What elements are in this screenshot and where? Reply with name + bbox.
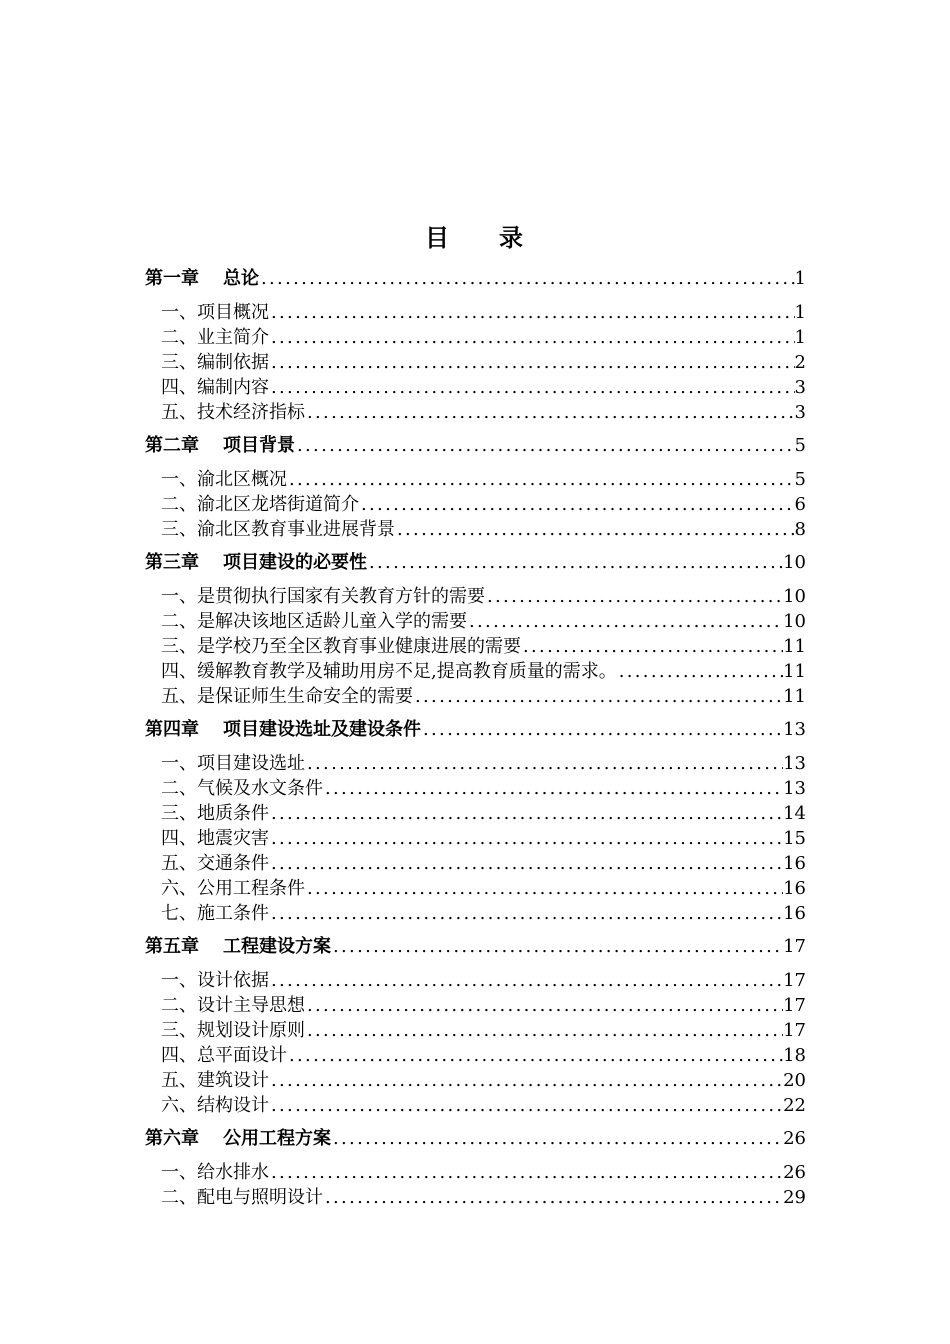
toc-section[interactable]	[145, 400, 806, 425]
toc-section[interactable]	[145, 300, 806, 325]
chapter-page-number: 1	[794, 268, 806, 289]
toc-chapter-2[interactable]	[145, 433, 806, 458]
chapter-page-number: 26	[783, 1128, 806, 1149]
chapter-title: 项目背景	[223, 435, 295, 456]
leader-dots	[269, 300, 795, 325]
toc-chapter-3[interactable]	[145, 550, 806, 575]
leader-dots	[269, 1160, 783, 1185]
section-page-number: 15	[783, 828, 806, 849]
section-title: 二、是解决该地区适龄儿童入学的需要	[161, 611, 467, 632]
chapter-page-number: 5	[794, 435, 806, 456]
section-title: 五、技术经济指标	[161, 402, 305, 423]
section-page-number: 8	[794, 519, 806, 540]
leader-dots	[305, 876, 783, 901]
toc-section[interactable]	[145, 584, 806, 609]
leader-dots	[413, 684, 783, 709]
toc-section[interactable]	[145, 876, 806, 901]
chapter-page-number: 17	[783, 936, 806, 957]
toc-section[interactable]	[145, 517, 806, 542]
section-title: 四、地震灾害	[161, 828, 269, 849]
toc-section[interactable]	[145, 751, 806, 776]
leader-dots	[305, 751, 783, 776]
toc-section[interactable]	[145, 901, 806, 926]
section-title: 二、渝北区龙塔街道简介	[161, 494, 359, 515]
leader-dots	[305, 1018, 783, 1043]
section-page-number: 11	[783, 636, 806, 657]
section-title: 一、项目概况	[161, 302, 269, 323]
chapter-title: 总论	[223, 268, 259, 289]
section-page-number: 17	[783, 1020, 806, 1041]
section-title: 七、施工条件	[161, 903, 269, 924]
section-page-number: 13	[783, 753, 806, 774]
section-title: 四、总平面设计	[161, 1045, 287, 1066]
leader-dots	[269, 851, 783, 876]
chapter-number: 第四章	[145, 719, 199, 740]
section-page-number: 10	[783, 586, 806, 607]
chapter-title: 公用工程方案	[223, 1128, 331, 1149]
leader-dots	[305, 400, 795, 425]
toc-section[interactable]	[145, 851, 806, 876]
section-page-number: 22	[783, 1095, 806, 1116]
leader-dots	[269, 968, 783, 993]
section-page-number: 14	[783, 803, 806, 824]
section-page-number: 13	[783, 778, 806, 799]
chapter-number: 第三章	[145, 552, 199, 573]
leader-dots	[295, 433, 795, 458]
section-page-number: 29	[783, 1187, 806, 1208]
section-page-number: 3	[794, 402, 806, 423]
section-page-number: 11	[783, 686, 806, 707]
section-page-number: 1	[794, 302, 806, 323]
toc-chapter-4[interactable]	[145, 717, 806, 742]
toc-chapter-6[interactable]	[145, 1126, 806, 1151]
section-title: 三、规划设计原则	[161, 1020, 305, 1041]
section-page-number: 16	[783, 853, 806, 874]
toc-section[interactable]	[145, 1185, 806, 1210]
leader-dots	[269, 375, 795, 400]
toc-section[interactable]	[145, 1018, 806, 1043]
toc-section[interactable]	[145, 634, 806, 659]
section-title: 五、是保证师生生命安全的需要	[161, 686, 413, 707]
section-title: 三、编制依据	[161, 352, 269, 373]
toc-title-right: 录	[499, 223, 525, 252]
section-page-number: 6	[794, 494, 806, 515]
leader-dots	[617, 659, 783, 684]
toc-section[interactable]	[145, 1160, 806, 1185]
leader-dots	[269, 1093, 783, 1118]
chapter-title: 项目建设选址及建设条件	[223, 719, 421, 740]
toc-section[interactable]	[145, 801, 806, 826]
toc-section[interactable]	[145, 492, 806, 517]
section-title: 二、设计主导思想	[161, 995, 305, 1016]
leader-dots	[331, 1126, 783, 1151]
leader-dots	[421, 717, 783, 742]
section-page-number: 26	[783, 1162, 806, 1183]
leader-dots	[359, 492, 795, 517]
toc-section[interactable]	[145, 1043, 806, 1068]
section-title: 三、地质条件	[161, 803, 269, 824]
toc-section[interactable]	[145, 776, 806, 801]
section-title: 二、气候及水文条件	[161, 778, 323, 799]
leader-dots	[521, 634, 783, 659]
toc-title-left: 目	[425, 223, 451, 252]
leader-dots	[395, 517, 795, 542]
section-title: 三、是学校乃至全区教育事业健康进展的需要	[161, 636, 521, 657]
chapter-title: 工程建设方案	[223, 936, 331, 957]
leader-dots	[269, 901, 783, 926]
section-page-number: 20	[783, 1070, 806, 1091]
leader-dots	[305, 993, 783, 1018]
section-page-number: 16	[783, 903, 806, 924]
section-title: 二、业主简介	[161, 327, 269, 348]
chapter-number: 第二章	[145, 435, 199, 456]
toc-section[interactable]	[145, 1093, 806, 1118]
leader-dots	[287, 467, 795, 492]
leader-dots	[331, 934, 783, 959]
section-page-number: 16	[783, 878, 806, 899]
toc-chapter-1[interactable]	[145, 266, 806, 291]
chapter-page-number: 13	[783, 719, 806, 740]
toc-section[interactable]	[145, 968, 806, 993]
leader-dots	[269, 826, 783, 851]
section-page-number: 18	[783, 1045, 806, 1066]
chapter-number: 第一章	[145, 268, 199, 289]
leader-dots	[269, 325, 795, 350]
leader-dots	[467, 609, 783, 634]
section-title: 一、设计依据	[161, 970, 269, 991]
section-page-number: 5	[794, 469, 806, 490]
leader-dots	[485, 584, 783, 609]
section-title: 六、公用工程条件	[161, 878, 305, 899]
chapter-number: 第五章	[145, 936, 199, 957]
leader-dots	[259, 266, 795, 291]
section-title: 四、编制内容	[161, 377, 269, 398]
section-page-number: 2	[794, 352, 806, 373]
section-title: 五、建筑设计	[161, 1070, 269, 1091]
toc-section[interactable]	[145, 1068, 806, 1093]
leader-dots	[269, 801, 783, 826]
leader-dots	[287, 1043, 783, 1068]
section-title: 一、项目建设选址	[161, 753, 305, 774]
toc-section[interactable]	[145, 826, 806, 851]
section-title: 二、配电与照明设计	[161, 1187, 323, 1208]
chapter-number: 第六章	[145, 1128, 199, 1149]
toc-chapter-5[interactable]	[145, 934, 806, 959]
section-page-number: 11	[783, 661, 806, 682]
leader-dots	[323, 1185, 783, 1210]
toc-section[interactable]	[145, 684, 806, 709]
toc-section[interactable]	[145, 609, 806, 634]
section-page-number: 17	[783, 995, 806, 1016]
chapter-title: 项目建设的必要性	[223, 552, 367, 573]
leader-dots	[323, 776, 783, 801]
section-title: 四、缓解教育教学及辅助用房不足,提高教育质量的需求。	[161, 661, 617, 682]
section-title: 三、渝北区教育事业进展背景	[161, 519, 395, 540]
leader-dots	[269, 1068, 783, 1093]
section-title: 六、结构设计	[161, 1095, 269, 1116]
section-title: 一、是贯彻执行国家有关教育方针的需要	[161, 586, 485, 607]
section-page-number: 3	[794, 377, 806, 398]
section-title: 一、渝北区概况	[161, 469, 287, 490]
leader-dots	[367, 550, 783, 575]
toc-section[interactable]	[145, 659, 806, 684]
table-of-contents	[145, 266, 806, 1210]
section-page-number: 10	[783, 611, 806, 632]
section-page-number: 17	[783, 970, 806, 991]
leader-dots	[269, 350, 795, 375]
toc-section[interactable]	[145, 325, 806, 350]
toc-section[interactable]	[145, 350, 806, 375]
chapter-page-number: 10	[783, 552, 806, 573]
toc-title	[0, 218, 950, 253]
toc-section[interactable]	[145, 375, 806, 400]
section-page-number: 1	[794, 327, 806, 348]
toc-section[interactable]	[145, 467, 806, 492]
section-title: 一、给水排水	[161, 1162, 269, 1183]
section-title: 五、交通条件	[161, 853, 269, 874]
toc-section[interactable]	[145, 993, 806, 1018]
